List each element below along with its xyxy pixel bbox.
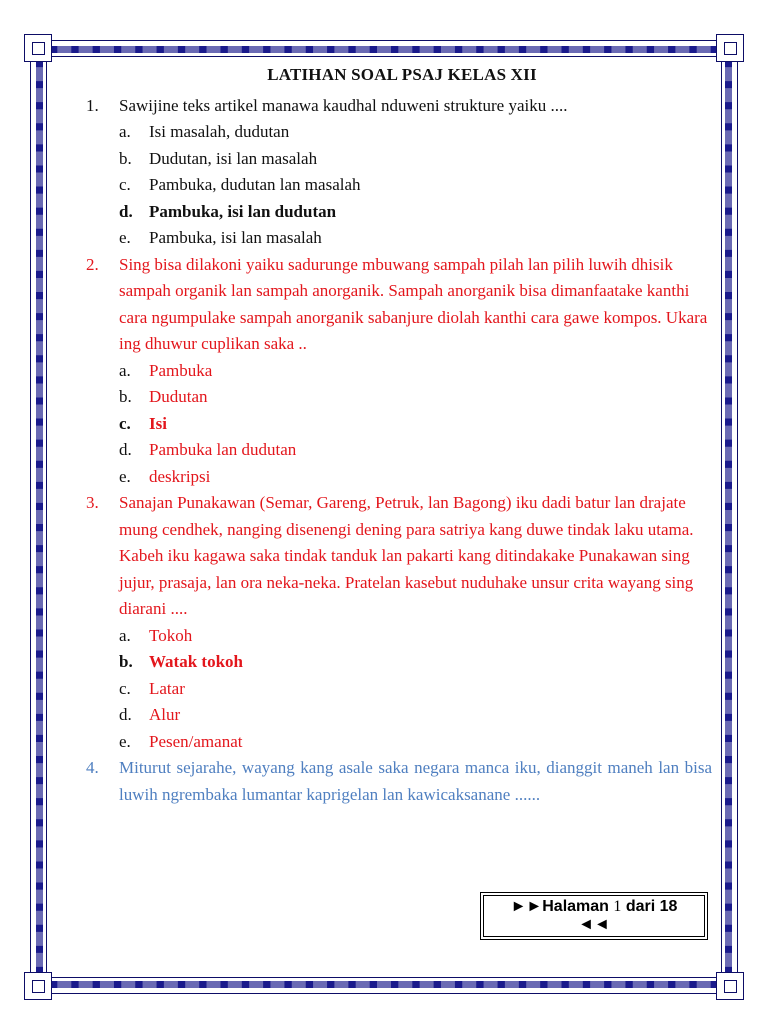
question-text: Sanajan Punakawan (Semar, Gareng, Petruk, lan Bagong) iku dadi batur lan drajate mung cendhek, nanging disenengi dening para satriya kang duwe tindak laku utama. Kabeh iku kagawa saka tindak tanduk lan pakarti kang ditindakake Punakawan sing jujur, prasaja, lan ora neka-neka. Pratelan kasebut nuduhake unsur crita wayang sing diarani .... — [119, 493, 694, 618]
option-letter: b. — [119, 387, 132, 406]
page-indicator — [480, 892, 708, 940]
option-a[interactable] — [84, 623, 712, 650]
option-letter: d. — [119, 201, 133, 221]
option-letter: b. — [119, 652, 133, 671]
option-a[interactable] — [84, 119, 712, 146]
option-b-correct[interactable] — [84, 649, 712, 676]
option-e[interactable] — [84, 729, 712, 756]
page-indicator-inner — [483, 895, 705, 937]
question-number: 3. — [86, 493, 99, 512]
option-text: Pambuka lan dudutan — [149, 440, 297, 459]
option-text: Alur — [149, 705, 181, 724]
option-c[interactable] — [84, 676, 712, 703]
next-arrows-icon[interactable]: ►► — [510, 898, 543, 915]
option-b[interactable] — [84, 384, 712, 411]
option-d[interactable] — [84, 437, 712, 464]
question-number: 2. — [86, 254, 99, 274]
option-letter: c. — [119, 175, 131, 194]
option-e[interactable] — [84, 464, 712, 491]
question-2 — [84, 252, 712, 491]
document-body — [84, 62, 712, 808]
option-text: Latar — [149, 678, 185, 698]
option-text: Pambuka, dudutan lan masalah — [149, 175, 361, 194]
option-letter: e. — [119, 466, 131, 486]
option-text: Isi — [149, 413, 167, 433]
option-a[interactable] — [84, 358, 712, 385]
option-b[interactable] — [84, 146, 712, 173]
option-list — [84, 358, 712, 491]
page-title: LATIHAN SOAL PSAJ KELAS XII — [267, 65, 537, 84]
option-letter: c. — [119, 678, 131, 698]
option-e[interactable] — [84, 225, 712, 252]
prev-arrows-icon[interactable]: ◄◄ — [578, 916, 610, 933]
question-4 — [84, 755, 712, 808]
option-text: Pambuka, isi lan dudutan — [149, 201, 337, 221]
option-letter: a. — [119, 122, 131, 141]
option-letter: b. — [119, 148, 132, 168]
option-letter: a. — [119, 625, 131, 645]
option-c-correct[interactable] — [84, 411, 712, 438]
option-text: Isi masalah, dudutan — [149, 122, 290, 141]
question-1 — [84, 93, 712, 252]
question-text: Sing bisa dilakoni yaiku sadurunge mbuwang sampah pilah lan pilih luwih dhisik sampah organik lan sampah anorganik. Sampah anorganik bisa dimanfaatake kanthi cara ngumpulake sampah anorganik sabanjure diolah kanthi cara gawe kompos. Ukara ing dhuwur cuplikan saka .. — [119, 254, 708, 353]
question-text: Sawijine teks artikel manawa kaudhal nduweni strukture yaiku .... — [119, 95, 568, 115]
current-page: 1 — [613, 898, 622, 915]
option-letter: e. — [119, 228, 131, 247]
question-text: Miturut sejarahe, wayang kang asale saka negara manca iku, dianggit maneh lan bisa luwih ngrembaka lumantar kaprigelan lan kawicaksanane ...... — [119, 758, 712, 804]
option-d[interactable] — [84, 702, 712, 729]
option-text: Pambuka — [149, 360, 213, 380]
page-separator: dari — [625, 898, 656, 915]
option-text: Pambuka, isi lan masalah — [149, 228, 322, 247]
option-text: Watak tokoh — [149, 652, 243, 671]
option-list — [84, 623, 712, 756]
option-letter: a. — [119, 360, 131, 380]
total-pages: 18 — [659, 898, 678, 915]
option-text: Dudutan — [149, 387, 208, 406]
option-text: Pesen/amanat — [149, 731, 243, 751]
option-text: Tokoh — [149, 625, 193, 645]
border-corner-ornament — [716, 34, 744, 62]
option-letter: e. — [119, 731, 131, 751]
border-corner-ornament — [716, 972, 744, 1000]
option-text: Dudutan, isi lan masalah — [149, 148, 318, 168]
option-c[interactable] — [84, 172, 712, 199]
question-3 — [84, 490, 712, 755]
question-number: 1. — [86, 95, 99, 115]
option-d-correct[interactable] — [84, 199, 712, 226]
border-corner-ornament — [24, 34, 52, 62]
question-number: 4. — [86, 758, 99, 777]
option-letter: d. — [119, 440, 132, 459]
option-text: deskripsi — [149, 466, 211, 486]
border-corner-ornament — [24, 972, 52, 1000]
option-list — [84, 119, 712, 252]
page-label: Halaman — [542, 898, 609, 915]
option-letter: c. — [119, 413, 131, 433]
option-letter: d. — [119, 705, 132, 724]
